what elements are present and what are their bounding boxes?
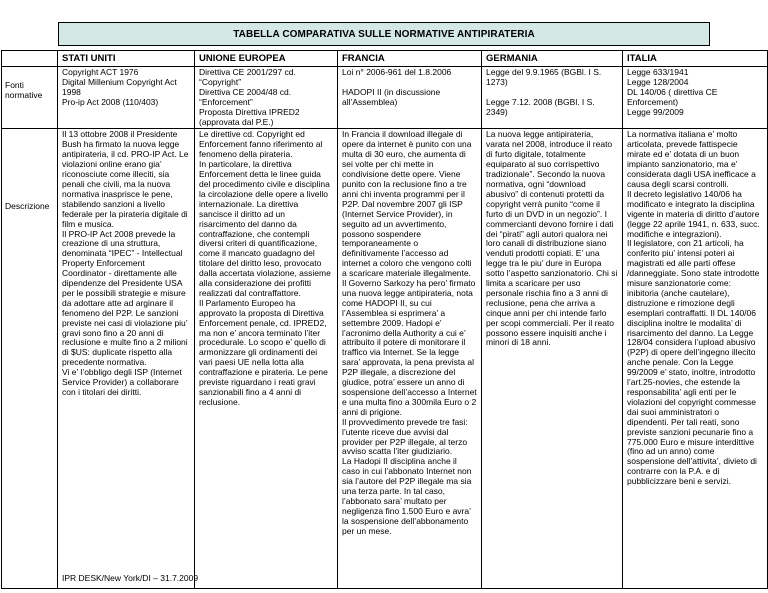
row-label-fonti: Fonti normative [2,67,58,129]
cell-descrizione-france: In Francia il download illegale di opere da internet è punito con una multa di 30 euro, che aumenta di sei volte per chi mette in condivisione dette opere. Viene punito con la reclusione fino a tre anni chi inventa programmi per il P2P. Dal novembre 2007 gli ISP (Internet Service Provider), in seguito ad un avvertimento, possono sospendere temporaneamente o definitivamente l’accesso ad internet a coloro che vengono colti a scaricare materiale illegalmente. Il Governo Sarkozy ha pero’ firmato una nuova legge antipirateria, nota come HADOPI II, su cui l’Assemblea si esprimera’ a settembre 2009. Hadopi e’ l’acronimo della Authority a cui e’ attribuito il potere di monitorare il traffico via Internet. Se la legge sara’ approvata, la pena prevista al P2P illegale, a discrezione del giudice, potra’ essere un anno di sospensione dell’accesso a Internet e una multa fino a 300mila Euro o 2 anni di prigione. Il provvedimento prevede tre fasi: l’utente riceve due avvisi dal provider per P2P illegale, al terzo avviso scatta l’iter giudiziario. La Hadopi II disciplina anche il caso in cui l’abbonato Internet non sia l’autore del P2P illegale ma sia una terza parte. In tal caso, l’abbonato sara’ multato per negligenza fino 1.500 Euro e avra’ la sospensione dell’abbonamento per un mese. [338,129,482,589]
cell-descrizione-germany: La nuova legge antipirateria, varata nel 2008, introduce il reato di furto digitale, totalmente equiparato al suo corrispettivo tradizionale”. Secondo la nuova normativa, ogni “download abusivo” di contenuti protetti da copyright verrà punito “come il furto di un DVD in un negozio”. I commercianti devono fornire i dati dei “pirati” agli autori qualora nei loro canali di distribuzione siano venduti prodotti copiati. E’ una legge tra le piu’ dure in Europa sotto l’aspetto sanzionatorio. Chi si limita a scaricare per uso personale rischia fino a 3 anni di reclusione, pena che arriva a cinque anni per chi intende farlo per scopi commerciali. Per il reato possono essere inquisiti anche i minori di 18 anni. [482,129,623,589]
cell-descrizione-eu: Le direttive cd. Copyright ed Enforcement fanno riferimento al fenomeno della pirateria. In particolare, la direttiva Enforcement detta le linee guida del procedimento civile e disciplina la circolazione delle opere a livello internazionale. La direttiva sancisce il diritto ad un risarcimento del danno da contraffazione, che contempli diversi criteri di quantificazione, come il mancato guadagno del titolare del diritto leso, provocato dalla accertata violazione, assieme alla considerazione dei profitti realizzati dal contraffattore. Il Parlamento Europeo ha approvato la proposta di Direttiva Enforcement penale, cd. IPRED2, ma non e’ ancora terminato l’iter procedurale. Lo scopo e’ quello di armonizzare gli ordinamenti dei vari paesi UE nella lotta alla contraffazione e pirateria. Le pene previste riguardano i reati gravi sanzionabili fino a 4 anni di reclusione. [195,129,338,589]
column-header-france: FRANCIA [338,51,482,67]
table-row-descrizione [2,129,768,589]
cell-fonti-usa: Copyright ACT 1976 Digital Millenium Copyright Act 1998 Pro-ip Act 2008 (110/403) [58,67,195,129]
comparison-table [1,50,768,589]
column-header-usa: STATI UNITI [58,51,195,67]
row-label-descrizione: Descrizione [2,129,58,589]
cell-descrizione-italy: La normativa italiana e’ molto articolata, prevede fattispecie mirate ed e’ dotata di un buon impianto sanzionatorio, ma e’ considerata dagli USA inefficace a causa degli scarsi controlli. Il decreto legislativo 140/06 ha modificato e integrato la disciplina vigente in materia di diritto d’autore (legge 22 aprile 1941, n. 633, succ. modifiche e integrazioni). Il legislatore, con 21 articoli, ha conferito piu’ intensi poteri ai magistrati ed alle parti offese /danneggiate. Sono state introdotte misure sanzionatorie come: inibitoria (anche cautelare), distruzione e rimozione degli esemplari contraffatti. Il DL 140/06 disciplina inoltre le modalita’ di risarcimento del danno. La Legge 128/04 considera l’upload abusivo (P2P) di opere dell’ingegno illecito anche penale. Con la Legge 99/2009 e’ stato, inoltre, introdotto l’art.25-novies, che estende la responsabilita’ agli enti per le violazioni del copyright commesse dai suoi amministratori o dipendenti. Per tali reati, sono previste sanzioni pecunarie fino a 775.000 Euro e misure interdittive (fino ad un anno) come sospensione dell’attivita’, divieto di contrarre con la P.A. e di pubblicizzare beni e servizi. [623,129,768,589]
cell-fonti-italy: Legge 633/1941 Legge 128/2004 DL 140/06 ( direttiva CE Enforcement) Legge 99/2009 [623,67,768,129]
cell-fonti-eu: Direttiva CE 2001/297 cd. “Copyright” Direttiva CE 2004/48 cd. “Enforcement” Proposta Direttiva IPRED2 (approvata dal P.E.) [195,67,338,129]
document-title [58,22,710,46]
footer-text: IPR DESK/New York/DI – 31.7.2009 [62,573,199,583]
column-header-germany: GERMANIA [482,51,623,67]
cell-descrizione-usa: Il 13 ottobre 2008 il Presidente Bush ha firmato la nuova legge antipirateria, il cd. PRO-IP Act. Le violazioni online erano gia’ riconosciute come illeciti, sia penali che civili, ma la nuova normativa inasprisce le pene, stabilendo sanzioni a livello federale per la pirateria digitale di film e musica. Il PRO-IP Act 2008 prevede la creazione di una struttura, denominata “IPEC” - Intellectual Property Enforcement Coordinator - direttamente alle dipendenze del Presidente USA per le possibili strategie e misure da adottare atte ad arginare il fenomeno del P2P. Le sanzioni previste nei casi di violazione piu’ gravi sono fino a 20 anni di reclusione e multe fino a 2 milioni di $US: duplicate rispetto alla precedente normativa. Vi e’ l’obbligo degli ISP (Internet Service Provider) a collaborare con i titolari dei diritti. [58,129,195,589]
cell-fonti-france: Loi n° 2006-961 del 1.8.2006 HADOPI II (in discussione all’Assemblea) [338,67,482,129]
table-row-fonti [2,67,768,129]
cell-fonti-germany: Legge del 9.9.1965 (BGBl. I S. 1273) Legge 7.12. 2008 (BGBl. I S. 2349) [482,67,623,129]
column-header-eu: UNIONE EUROPEA [195,51,338,67]
title-text: TABELLA COMPARATIVA SULLE NORMATIVE ANTIPIRATERIA [233,28,535,40]
column-header-italy: ITALIA [623,51,768,67]
header-corner [2,51,58,67]
header-row [2,51,768,67]
